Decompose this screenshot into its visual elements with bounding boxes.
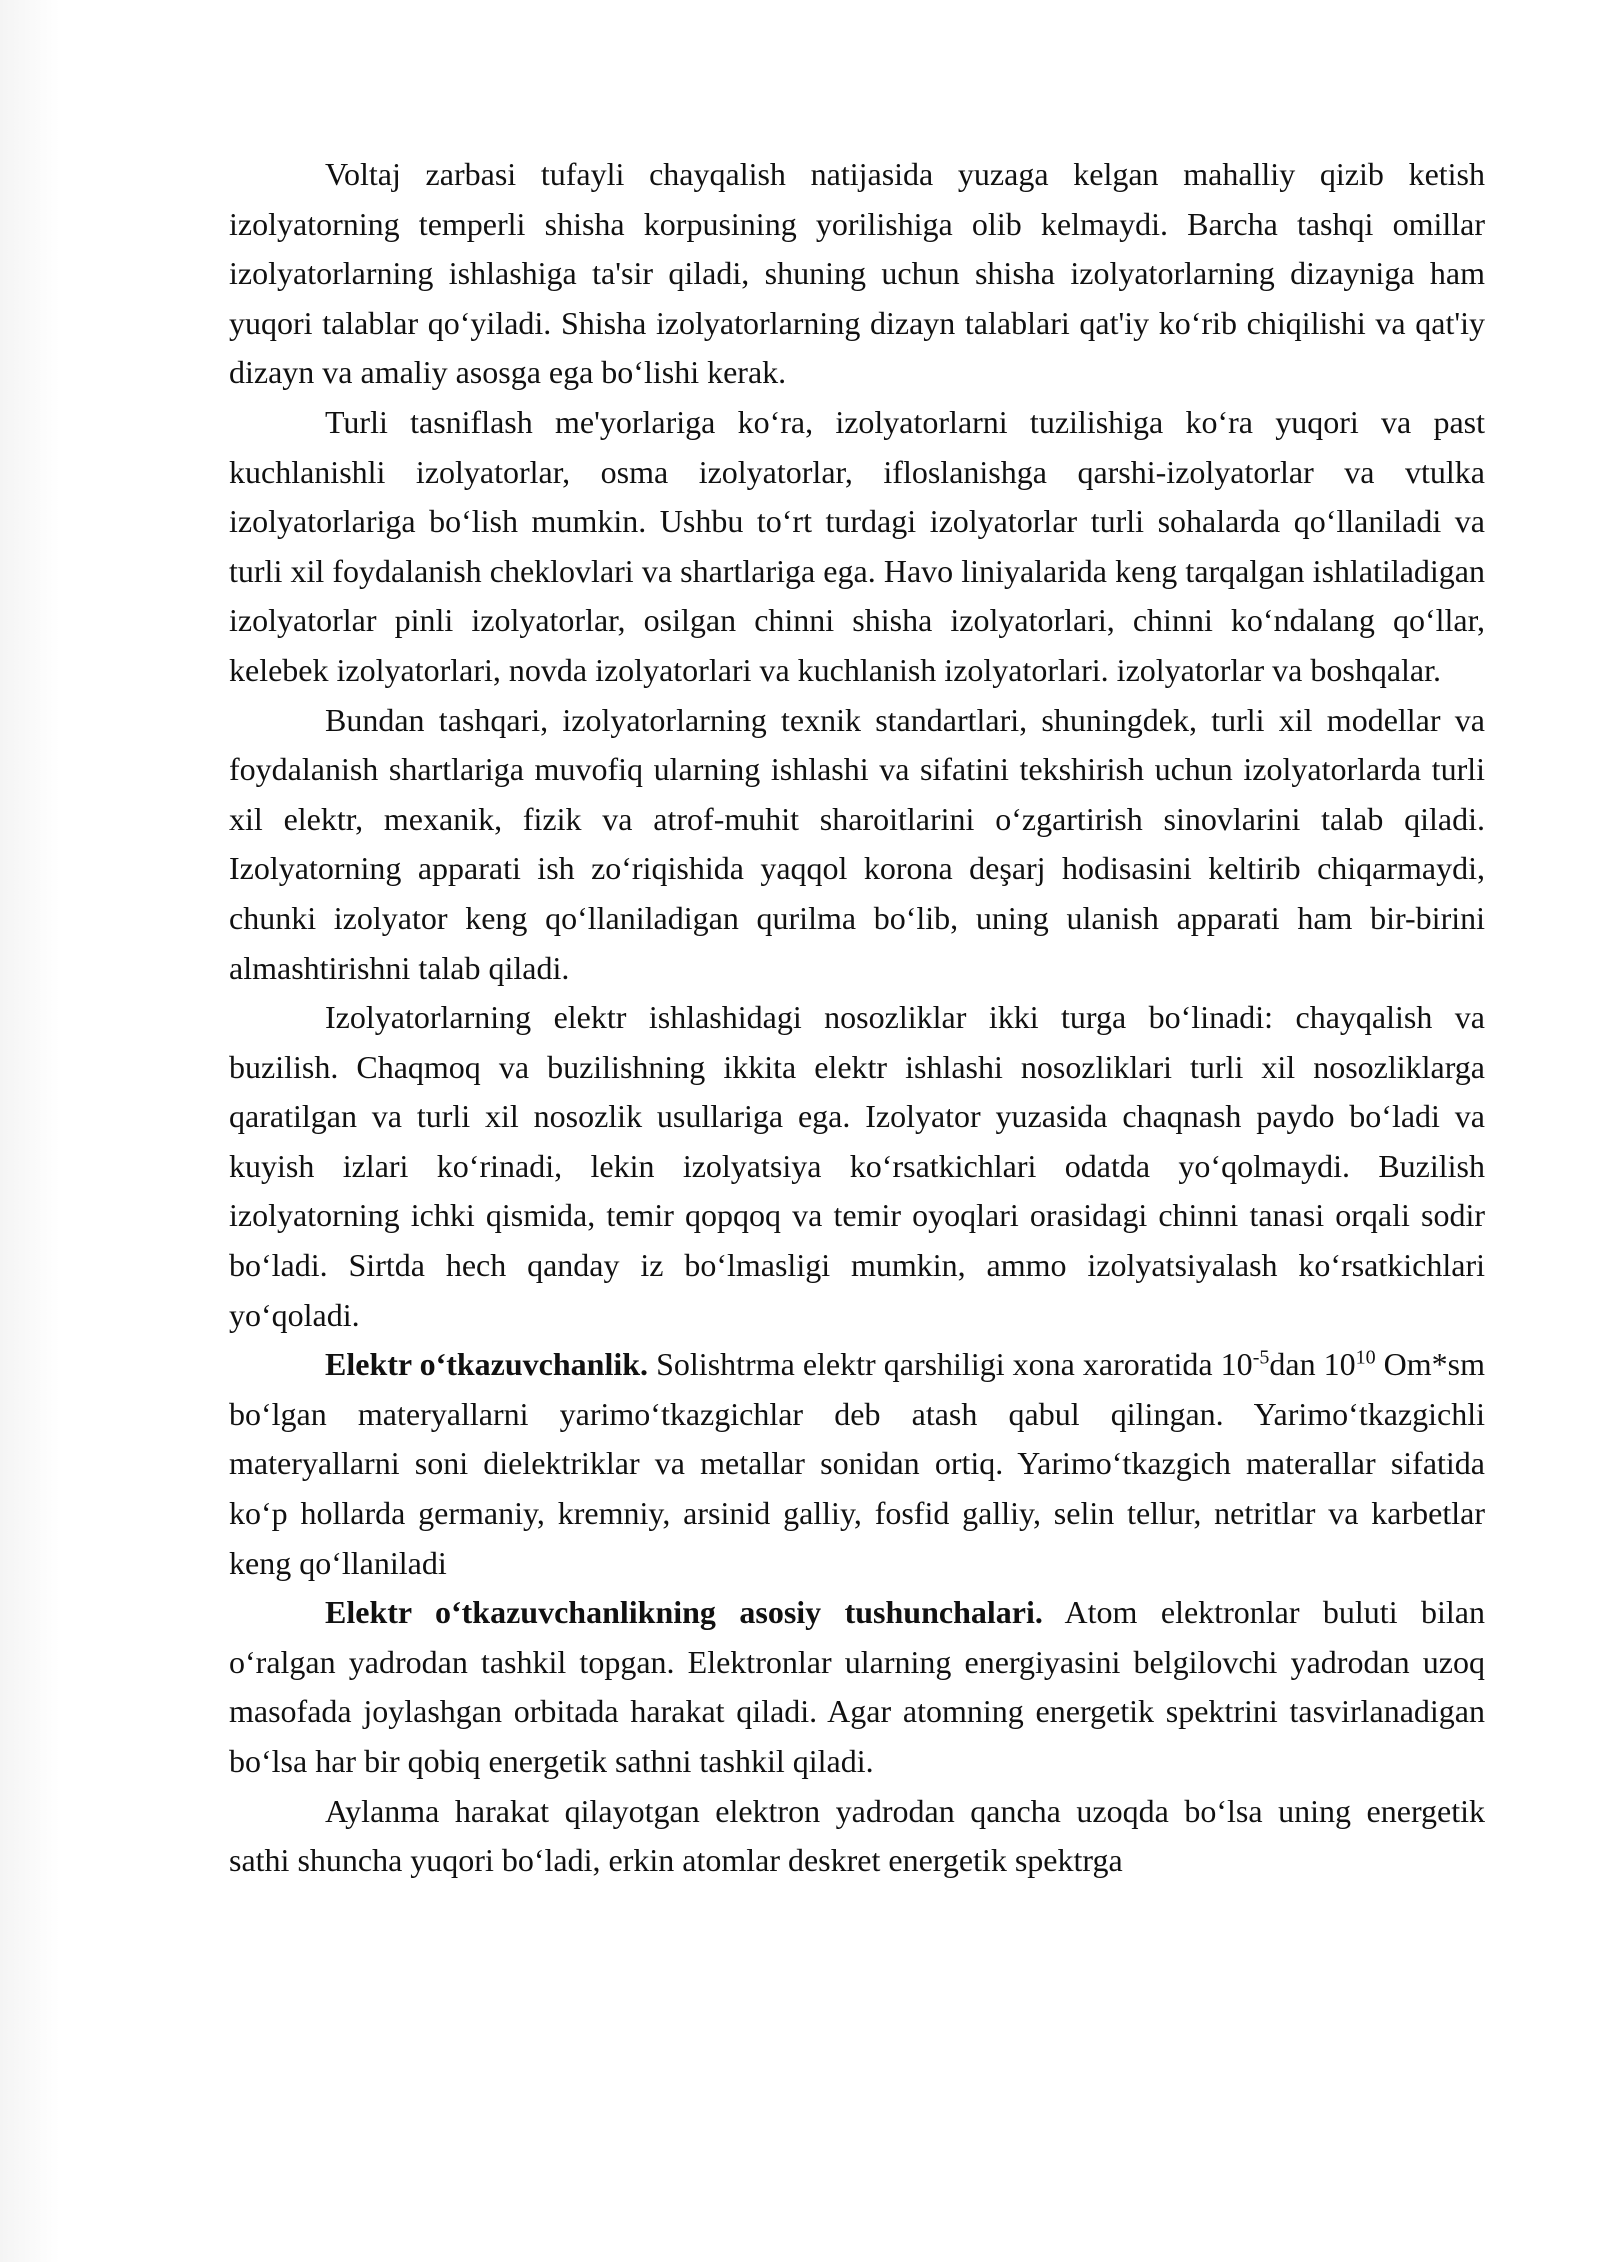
page-edge-shadow: [0, 0, 60, 2262]
paragraph-electron-energy-levels: Aylanma harakat qilayotgan elektron yadrodan qancha uzoqda boʻlsa uning energetik sathi shuncha yuqori boʻladi, erkin atomlar deskret energetik spektrga: [229, 1792, 1485, 1879]
concepts-heading: Elektr oʻtkazuvchanlikning asosiy tushunchalari.: [325, 1594, 1043, 1631]
conductivity-text-a: Solishtrma elektr qarshiligi xona xaroratida 10: [648, 1346, 1253, 1383]
paragraph-electrical-conductivity: [229, 1340, 1485, 1588]
concepts-text: Atom elektronlar buluti bilan oʻralgan yadrodan tashkil topgan. Elektronlar ularning energiyasini belgilovchi yadrodan uzoq masofada joylashgan orbitada harakat qiladi. Agar atomning energetik spektrini tasvirlanadigan boʻlsa har bir qobiq energetik sathni tashkil qiladi.: [229, 1594, 1485, 1779]
exponent-10: 10: [1355, 1346, 1376, 1369]
conductivity-text-c: Om*sm boʻlgan materyallarni yarimoʻtkazgichlar deb atash qabul qilingan. Yarimoʻtkazgichli materyallarni soni dielektriklar va metallar sonidan ortiq. Yarimoʻtkazgich materallar sifatida koʻp hollarda germaniy, kremniy, arsinid galliy, fosfid galliy, selin tellur, netritlar va karbetlar keng qoʻllaniladi: [229, 1346, 1486, 1581]
conductivity-heading: Elektr oʻtkazuvchanlik.: [325, 1346, 649, 1383]
paragraph-technical-standards: Bundan tashqari, izolyatorlarning texnik standartlari, shuningdek, turli xil modellar va foydalanish shartlariga muvofiq ularning ishlashi va sifatini tekshirish uchun izolyatorlarda turli xil elektr, mexanik, fizik va atrof-muhit sharoitlarini oʻzgartirish sinovlarini talab qiladi. Izolyatorning apparati ish zoʻriqishida yaqqol korona deşarj hodisasini keltirib chiqarmaydi, chunki izolyator keng qoʻllaniladigan qurilma boʻlib, uning ulanish apparati ham bir-birini almashtirishni talab qiladi.: [229, 701, 1485, 986]
paragraph-electrical-faults: Izolyatorlarning elektr ishlashidagi nosozliklar ikki turga boʻlinadi: chayqalish va buzilish. Chaqmoq va buzilishning ikkita elektr ishlashi nosozliklari turli xil nosozliklarga qaratilgan va turli xil nosozlik usullariga ega. Izolyator yuzasida chaqnash paydo boʻladi va kuyish izlari koʻrinadi, lekin izolyatsiya koʻrsatkichlari odatda yoʻqolmaydi. Buzilish izolyatorning ichki qismida, temir qopqoq va temir oyoqlari orasidagi chinni tanasi orqali sodir boʻladi. Sirtda hech qanday iz boʻlmasligi mumkin, ammo izolyatsiyalash koʻrsatkichlari yoʻqoladi.: [229, 999, 1485, 1333]
paragraph-insulator-classification: Turli tasniflash me'yorlariga koʻra, izolyatorlarni tuzilishiga koʻra yuqori va past kuchlanishli izolyatorlar, osma izolyatorlar, ifloslanishga qarshi-izolyatorlar va vtulka izolyatorlariga boʻlish mumkin. Ushbu toʻrt turdagi izolyatorlar turli sohalarda qoʻllaniladi va turli xil foydalanish cheklovlari va shartlariga ega. Havo liniyalarida keng tarqalgan ishlatiladigan izolyatorlar pinli izolyatorlar, osilgan chinni shisha izolyatorlari, chinni koʻndalang qoʻllar, kelebek izolyatorlari, novda izolyatorlari va kuchlanish izolyatorlari. izolyatorlar va boshqalar.: [229, 403, 1485, 688]
paragraph-conductivity-concepts: [229, 1588, 1485, 1786]
conductivity-text-b: dan 10: [1269, 1346, 1356, 1383]
exponent-minus-5: -5: [1252, 1346, 1270, 1369]
paragraph-voltage-impulse: Voltaj zarbasi tufayli chayqalish natijasida yuzaga kelgan mahalliy qizib ketish izolyatorning temperli shisha korpusining yorilishiga olib kelmaydi. Barcha tashqi omillar izolyatorlarning ishlashiga ta'sir qiladi, shuning uchun shisha izolyatorlarning dizayniga ham yuqori talablar qoʻyiladi. Shisha izolyatorlarning dizayn talablari qat'iy koʻrib chiqilishi va qat'iy dizayn va amaliy asosga ega boʻlishi kerak.: [229, 156, 1485, 391]
document-body: [229, 150, 1485, 1886]
